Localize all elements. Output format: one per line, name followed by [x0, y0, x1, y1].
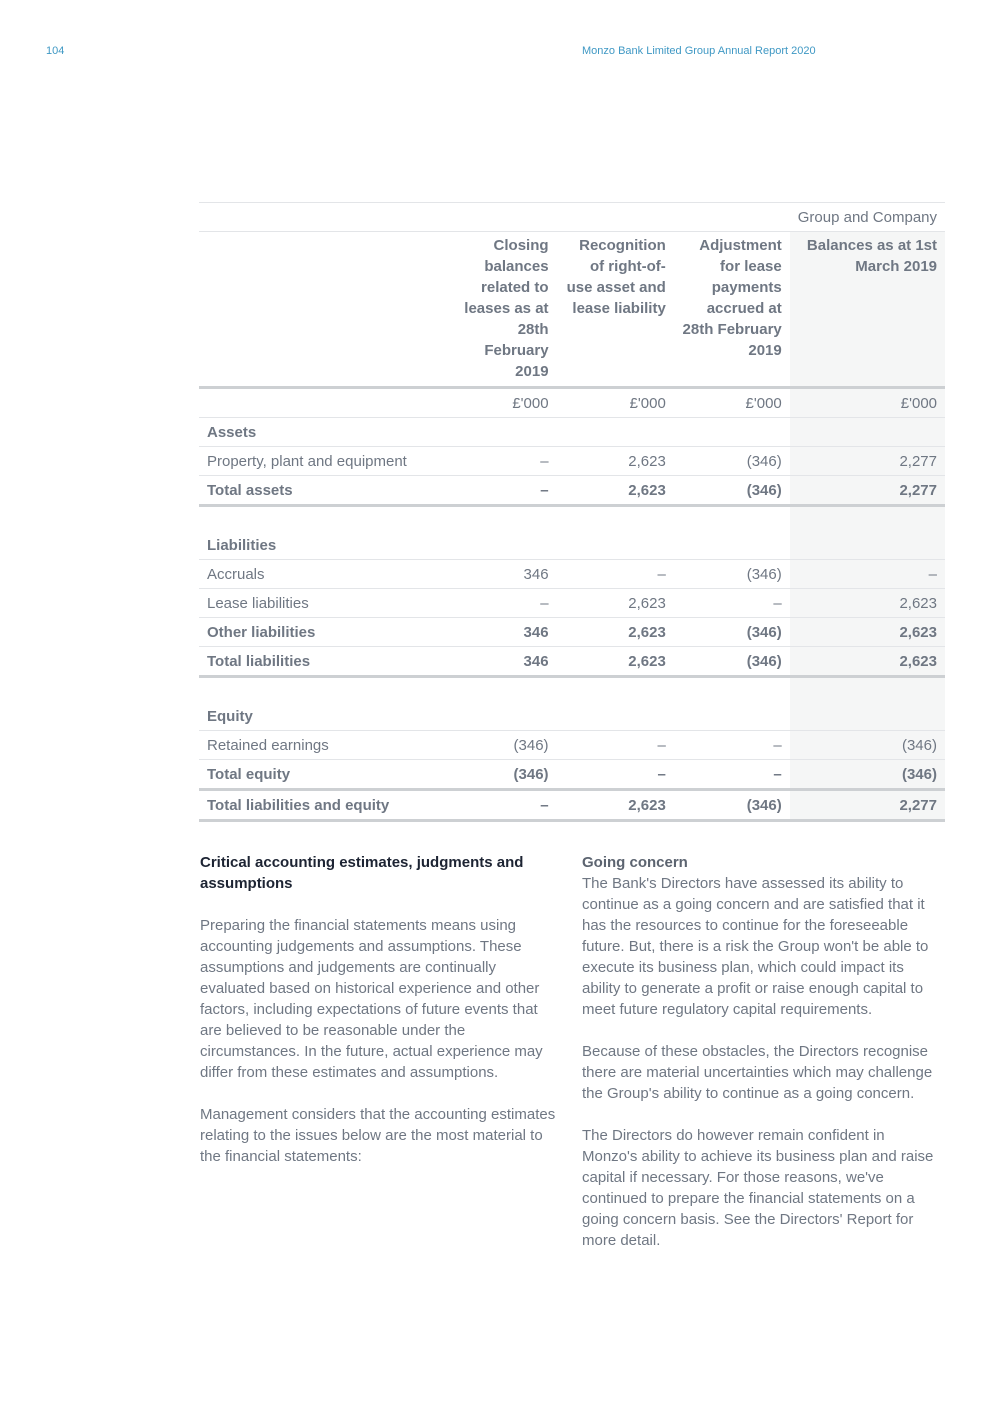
column-header: Recognition of right-of-use asset and lease liability	[557, 232, 674, 388]
table-cell	[557, 702, 674, 731]
table-cell: 2,623	[790, 589, 945, 618]
critical-estimates-section	[200, 852, 562, 1188]
spacer-row	[199, 506, 945, 532]
table-cell	[446, 531, 556, 560]
row-label: Total liabilities and equity	[199, 790, 446, 821]
table-cell	[446, 203, 556, 232]
table-row	[199, 589, 945, 618]
table-cell: (346)	[790, 760, 945, 790]
section-heading: Critical accounting estimates, judgments and assumptions	[200, 854, 524, 892]
table-cell: –	[674, 589, 790, 618]
table-cell: 2,623	[557, 647, 674, 677]
column-header: Adjustment for lease payments accrued at 28th February 2019	[674, 232, 790, 388]
table-cell: –	[674, 731, 790, 760]
table-cell: 2,277	[790, 476, 945, 506]
grand-total-row	[199, 790, 945, 821]
column-header: Closing balances related to leases as at 28th February 2019	[446, 232, 556, 388]
table-cell: (346)	[674, 447, 790, 476]
table-cell: 346	[446, 560, 556, 589]
table-cell	[674, 203, 790, 232]
paragraph: Preparing the financial statements means using accounting judgements and assumptions. These assumptions and judgements are continually evaluated based on historical experience and other factors, including expectations of future events that are believed to be reasonable under the circumstances. In the future, actual experience may differ from these estimates and assumptions.	[200, 917, 543, 1081]
row-label: Accruals	[199, 560, 446, 589]
group-header-row	[199, 203, 945, 232]
table-cell	[199, 677, 446, 703]
section-heading: Going concern	[582, 854, 688, 871]
section-title-row	[199, 702, 945, 731]
table-cell	[199, 203, 446, 232]
table-cell: –	[557, 731, 674, 760]
lease-transition-table	[199, 202, 945, 822]
row-label: Total liabilities	[199, 647, 446, 677]
table-cell	[199, 232, 446, 388]
table-cell: (346)	[674, 618, 790, 647]
table-cell	[199, 506, 446, 532]
section-title-row	[199, 531, 945, 560]
table-cell: £'000	[790, 388, 945, 418]
table-cell: £'000	[557, 388, 674, 418]
row-label: Retained earnings	[199, 731, 446, 760]
table-cell: 2,623	[557, 476, 674, 506]
table-cell: –	[446, 476, 556, 506]
table-cell	[790, 418, 945, 447]
table-cell	[674, 418, 790, 447]
table-cell: 2,623	[557, 589, 674, 618]
table-cell: –	[446, 790, 556, 821]
page-number: 104	[46, 45, 65, 57]
section-title-row	[199, 418, 945, 447]
table-row	[199, 731, 945, 760]
table-cell	[790, 531, 945, 560]
row-label: Total assets	[199, 476, 446, 506]
table-cell: (346)	[446, 731, 556, 760]
table-cell	[557, 203, 674, 232]
table-cell: (346)	[674, 560, 790, 589]
table-cell: 2,623	[790, 618, 945, 647]
table-cell	[446, 702, 556, 731]
table-cell	[557, 506, 674, 532]
table-cell: (346)	[674, 790, 790, 821]
table-cell: 2,277	[790, 447, 945, 476]
going-concern-section	[582, 852, 944, 1272]
total-row	[199, 476, 945, 506]
table-cell	[674, 677, 790, 703]
table-cell: £'000	[446, 388, 556, 418]
column-header: Balances as at 1st March 2019	[790, 232, 945, 388]
group-label: Group and Company	[790, 203, 945, 232]
table-cell: –	[674, 760, 790, 790]
table-cell: (346)	[446, 760, 556, 790]
row-label: Total equity	[199, 760, 446, 790]
table-cell: –	[446, 589, 556, 618]
spacer-row	[199, 677, 945, 703]
table-cell	[674, 702, 790, 731]
paragraph: The Directors do however remain confident in Monzo's ability to achieve its business plan and raise capital if necessary. For those reasons, we've continued to prepare the financial statements on a going concern basis. See the Directors' Report for more detail.	[582, 1127, 934, 1249]
paragraph: Management considers that the accounting estimates relating to the issues below are the most material to the financial statements:	[200, 1106, 556, 1165]
table-cell: –	[557, 760, 674, 790]
report-title: Monzo Bank Limited Group Annual Report 2020	[582, 45, 816, 57]
total-row	[199, 647, 945, 677]
table-cell: 346	[446, 647, 556, 677]
table-cell	[446, 677, 556, 703]
total-row	[199, 760, 945, 790]
table-cell	[557, 531, 674, 560]
row-label: Lease liabilities	[199, 589, 446, 618]
table-cell: (346)	[674, 476, 790, 506]
table-cell: 2,277	[790, 790, 945, 821]
row-label: Other liabilities	[199, 618, 446, 647]
table-cell	[790, 702, 945, 731]
paragraph: The Bank's Directors have assessed its ability to continue as a going concern and are satisfied that it has the resources to continue for the foreseeable future. But, there is a risk the Group won't be able to execute its business plan, which could impact its ability to generate a profit or raise enough capital to meet future regulatory capital requirements.	[582, 875, 929, 1018]
table-cell: (346)	[790, 731, 945, 760]
row-label: Property, plant and equipment	[199, 447, 446, 476]
table-cell: 2,623	[557, 618, 674, 647]
paragraph: Because of these obstacles, the Directors recognise there are material uncertainties which may challenge the Group's ability to continue as a going concern.	[582, 1043, 933, 1102]
table-cell: 346	[446, 618, 556, 647]
section-title: Assets	[199, 418, 446, 447]
table-cell: £'000	[674, 388, 790, 418]
table-cell	[446, 506, 556, 532]
column-header-row	[199, 232, 945, 388]
table-cell	[557, 418, 674, 447]
table-row	[199, 560, 945, 589]
table-cell: –	[790, 560, 945, 589]
table-cell	[790, 677, 945, 703]
section-title: Liabilities	[207, 536, 277, 554]
table-cell	[199, 388, 446, 418]
table-cell	[790, 506, 945, 532]
units-row	[199, 388, 945, 418]
table-cell: (346)	[674, 647, 790, 677]
table-cell: 2,623	[557, 447, 674, 476]
subtotal-row	[199, 618, 945, 647]
table-cell: 2,623	[557, 790, 674, 821]
table-cell	[557, 677, 674, 703]
table-cell	[674, 506, 790, 532]
section-title: Equity	[207, 707, 253, 725]
table-cell: –	[446, 447, 556, 476]
table-cell: –	[557, 560, 674, 589]
table-cell: 2,623	[790, 647, 945, 677]
table-cell	[674, 531, 790, 560]
table-cell	[446, 418, 556, 447]
table-row	[199, 447, 945, 476]
